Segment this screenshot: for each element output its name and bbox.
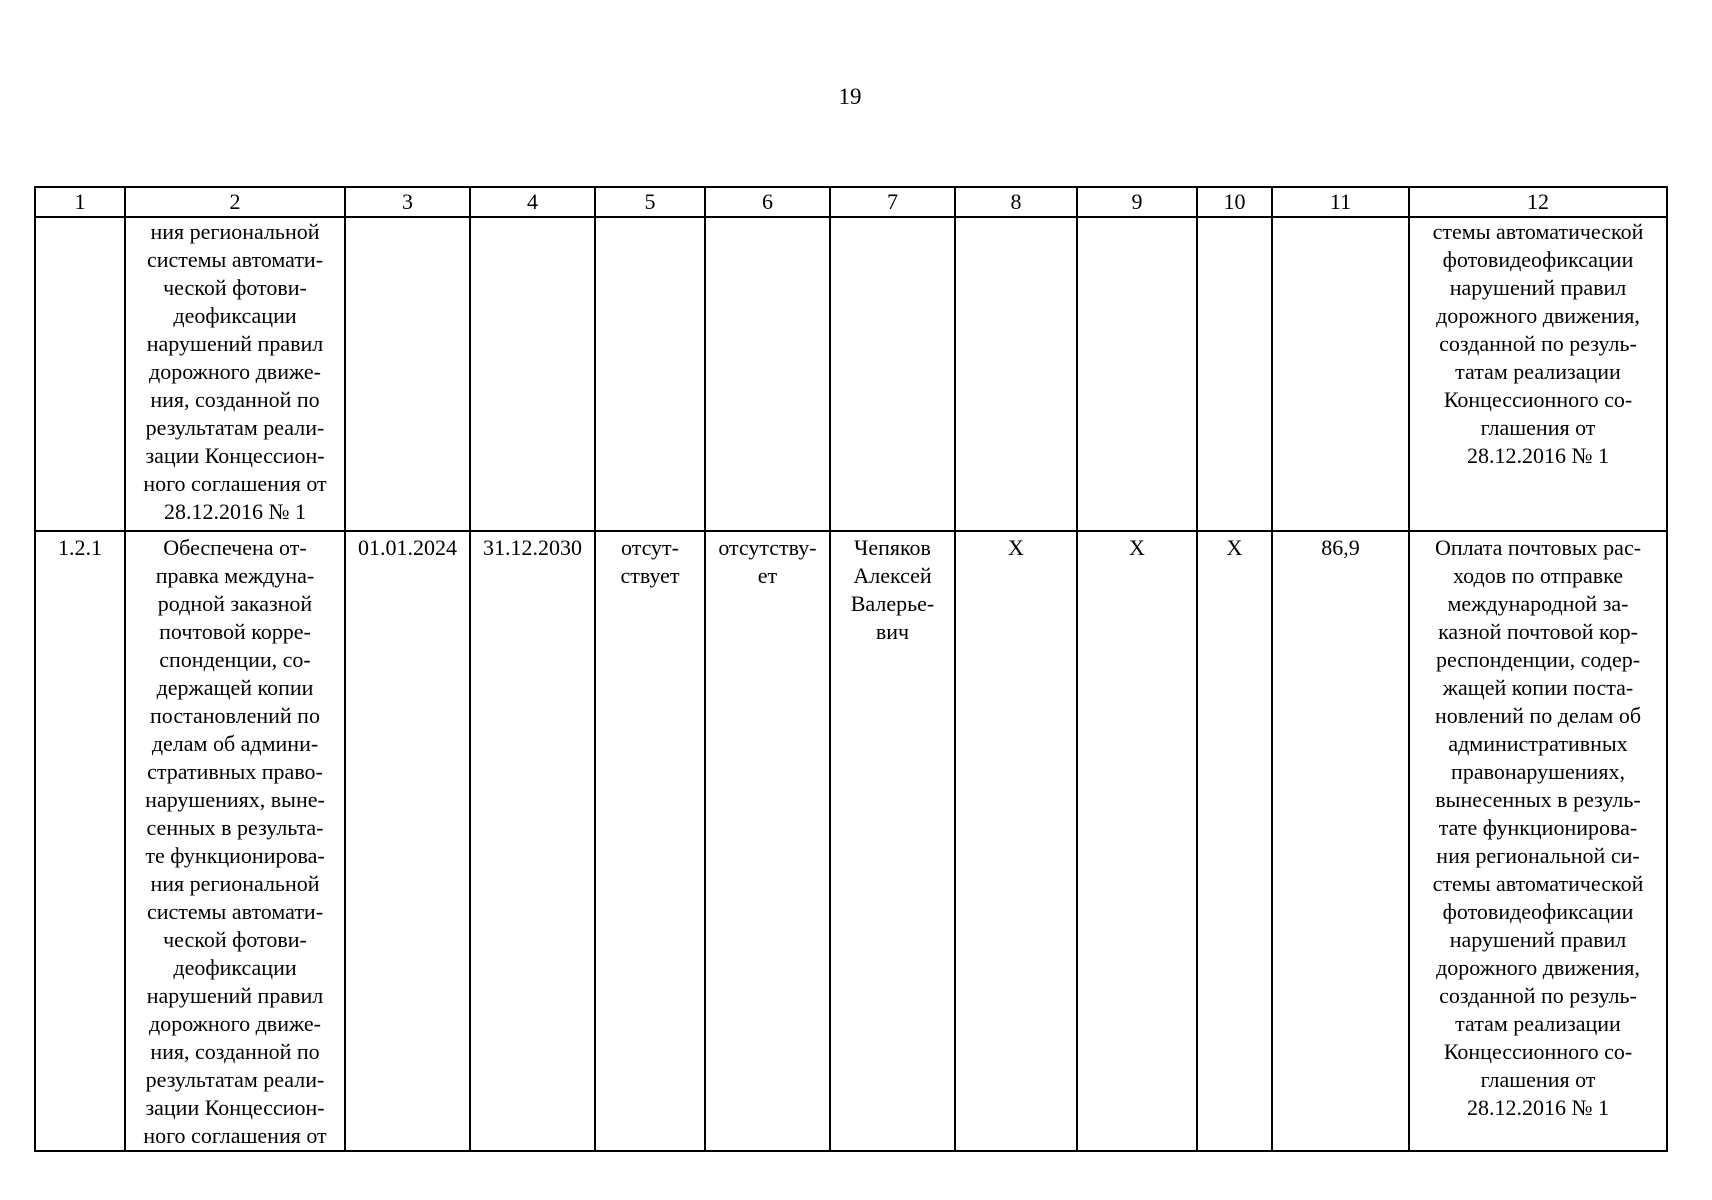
text-line: административных	[1448, 731, 1628, 756]
text-line: Концессионного со-	[1443, 1039, 1633, 1064]
text-line: глашения от	[1480, 415, 1596, 440]
cell-col10	[1197, 217, 1272, 531]
cell-result	[1409, 217, 1667, 531]
cell-start-date	[345, 217, 470, 531]
cell-col10: X	[1197, 531, 1272, 1151]
text-line: вич	[875, 619, 910, 644]
text-line: фотовидеофиксации	[1442, 247, 1634, 272]
cell-number: 1.2.1	[35, 531, 125, 1151]
text-line: нарушений правил	[1449, 275, 1627, 300]
text-line: ного соглашения от	[143, 1123, 327, 1148]
text-line: Оплата почтовых рас-	[1434, 535, 1642, 560]
cell-description	[125, 531, 345, 1151]
cell-end-date	[470, 217, 595, 531]
text-line: созданной по резуль-	[1439, 983, 1637, 1008]
text-line: ния, созданной по	[150, 1039, 320, 1064]
cell-result	[1409, 531, 1667, 1151]
cell-responsible	[830, 531, 955, 1151]
text-line: нарушений правил	[146, 331, 324, 356]
table-header-row	[35, 187, 1667, 217]
text-line: 28.12.2016 № 1	[164, 499, 306, 524]
text-line: международной за-	[1447, 591, 1629, 616]
cell-end-date: 31.12.2030	[470, 531, 595, 1151]
text-line: ния, созданной по	[150, 387, 320, 412]
text-line: результатам реали-	[145, 415, 325, 440]
text-line: фотовидеофиксации	[1442, 899, 1634, 924]
cell-col5	[595, 217, 705, 531]
text-line: деофиксации	[173, 303, 297, 328]
text-line: держащей копии	[156, 675, 314, 700]
cell-start-date: 01.01.2024	[345, 531, 470, 1151]
cell-col5	[595, 531, 705, 1151]
text-line: дорожного движения,	[1436, 955, 1640, 980]
text-line: ствует	[620, 563, 680, 588]
text-line: 28.12.2016 № 1	[1467, 443, 1609, 468]
column-header: 10	[1197, 187, 1272, 217]
text-line: вынесенных в резуль-	[1435, 787, 1641, 812]
text-line: нарушениях, выне-	[145, 787, 325, 812]
text-line: ческой фотови-	[163, 275, 307, 300]
text-line: респонденции, содер-	[1435, 647, 1641, 672]
text-line: ния региональной	[150, 219, 320, 244]
text-line: Концессионного со-	[1443, 387, 1633, 412]
text-line: нарушений правил	[146, 983, 324, 1008]
column-header: 9	[1077, 187, 1197, 217]
column-header: 6	[705, 187, 830, 217]
text-line: те функционирова-	[145, 843, 325, 868]
column-header: 4	[470, 187, 595, 217]
text-line: дорожного движе-	[149, 359, 321, 384]
text-line: Алексей	[853, 563, 932, 588]
text-line: результатам реали-	[145, 1067, 325, 1092]
text-line: правка междуна-	[155, 563, 315, 588]
column-header: 12	[1409, 187, 1667, 217]
text-line: глашения от	[1480, 1067, 1596, 1092]
text-line: тате функционирова-	[1438, 815, 1638, 840]
text-line: почтовой корре-	[159, 619, 311, 644]
table-row-1-2-1	[35, 531, 1667, 1151]
text-line: ного соглашения от	[143, 471, 327, 496]
text-line: делам об админи-	[151, 731, 319, 756]
text-line: правонарушениях,	[1451, 759, 1625, 784]
text-line: Обеспечена от-	[163, 535, 307, 560]
text-line: деофиксации	[173, 955, 297, 980]
page-number: 19	[838, 84, 862, 109]
text-line: родной заказной	[157, 591, 313, 616]
text-line: 28.12.2016 № 1	[1467, 1095, 1609, 1120]
text-line: сенных в результа-	[146, 815, 324, 840]
text-line: ходов по отправке	[1452, 563, 1624, 588]
text-line: зации Концессион-	[145, 443, 325, 468]
text-line: жащей копии поста-	[1442, 675, 1634, 700]
text-line: дорожного движения,	[1436, 303, 1640, 328]
text-line: дорожного движе-	[149, 1011, 321, 1036]
cell-col11	[1272, 217, 1409, 531]
text-line: татам реализации	[1455, 1011, 1621, 1036]
cell-responsible	[830, 217, 955, 531]
text-line: ет	[757, 563, 778, 588]
text-line: стемы автоматической	[1432, 871, 1644, 896]
column-header: 1	[35, 187, 125, 217]
cell-number	[35, 217, 125, 531]
cell-col8: X	[955, 531, 1077, 1151]
text-line: ния региональной	[150, 871, 320, 896]
text-line: отсут-	[620, 535, 679, 560]
text-line: спонденции, со-	[159, 647, 311, 672]
text-line: постановлений по	[150, 703, 320, 728]
text-line: системы автомати-	[146, 899, 324, 924]
text-line: новлений по делам об	[1434, 703, 1642, 728]
text-line: стемы автоматической	[1432, 219, 1644, 244]
text-line: стративных право-	[147, 759, 323, 784]
text-line: казной почтовой кор-	[1438, 619, 1638, 644]
cell-col6	[705, 531, 830, 1151]
column-header: 8	[955, 187, 1077, 217]
cell-description	[125, 217, 345, 531]
text-line: ния региональной си-	[1436, 843, 1640, 868]
table-row-continuation	[35, 217, 1667, 531]
text-line: системы автомати-	[146, 247, 324, 272]
cell-col9	[1077, 217, 1197, 531]
column-header: 11	[1272, 187, 1409, 217]
column-header: 7	[830, 187, 955, 217]
cell-col8	[955, 217, 1077, 531]
text-line: Валерье-	[850, 591, 935, 616]
cell-col6	[705, 217, 830, 531]
text-line: зации Концессион-	[145, 1095, 325, 1120]
text-line: нарушений правил	[1449, 927, 1627, 952]
column-header: 5	[595, 187, 705, 217]
text-line: ческой фотови-	[163, 927, 307, 952]
cell-col11: 86,9	[1272, 531, 1409, 1151]
text-line: татам реализации	[1455, 359, 1621, 384]
cell-col9: X	[1077, 531, 1197, 1151]
text-line: созданной по резуль-	[1439, 331, 1637, 356]
plan-table	[34, 186, 1668, 1152]
column-header: 3	[345, 187, 470, 217]
column-header: 2	[125, 187, 345, 217]
text-line: Чепяков	[854, 535, 931, 560]
text-line: отсутству-	[718, 535, 817, 560]
